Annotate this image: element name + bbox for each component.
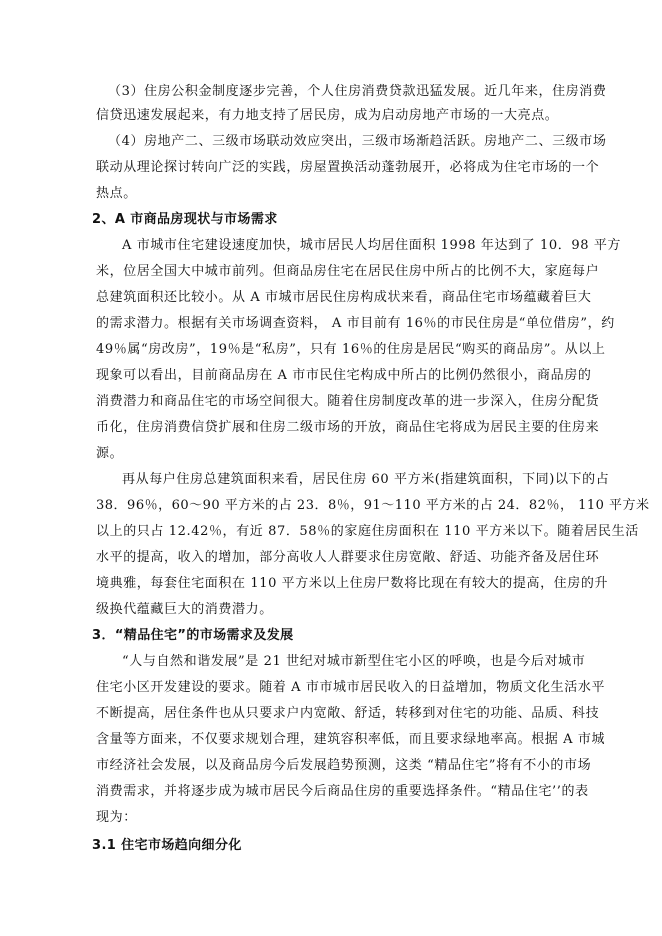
text-line: 米，位居全国大中城市前列。但商品房住宅在居民住房中所占的比例不大，家庭每户 [96, 264, 600, 279]
text-line: 源。 [96, 446, 124, 461]
text-line: 49％属“房改房”，19％是“私房”，只有 16％的住房是居民“购买的商品房”。从以上 [96, 342, 606, 357]
text-line: 联动从理论探讨转向广泛的实践，房屋置换活动蓬勃展开，必将成为住宅市场的一个 [96, 160, 600, 175]
text-line: 水平的提高，收入的增加，部分高收人人群要求住房宽敞、舒适、功能齐备及居住环 [96, 550, 600, 565]
text-line: 住宅小区开发建设的要求。随着 A 市市城市居民收入的日益增加，物质文化生活水平 [96, 680, 606, 695]
text-line: 再从每户住房总建筑面积来看，居民住房 60 平方米(指建筑面积，下同)以下的占 [122, 472, 610, 487]
text-line: （4）房地产二、三级市场联动效应突出，三级市场渐趋活跃。房地产二、三级市场 [108, 134, 607, 149]
text-line: 含量等方面来，不仅要求规划合理，建筑容积率低，而且要求绿地率高。根据 A 市城 [96, 732, 606, 747]
text-line: 信贷迅速发展起来，有力地支持了居民房，成为启动房地产市场的一大亮点。 [96, 108, 559, 123]
text-line: 以上的只占 12.42％，有近 87．58％的家庭住房面积在 110 平方米以下。随着居民生活 [96, 524, 639, 539]
text-line: 消费需求，并将逐步成为城市居民今后商品住房的重要选择条件。“精品住宅’’的表 [96, 784, 589, 799]
text-line: 现象可以看出，目前商品房在 A 市市民住宅构成中所占的比例仍然很小，商品房的 [96, 368, 592, 383]
text-line: 消费潜力和商品住宅的市场空间很大。随着住房制度改革的进一步深入，住房分配货 [96, 394, 600, 409]
subsection-heading: 3.1 住宅市场趋向细分化 [92, 838, 242, 853]
text-line: 级换代蕴藏巨大的消费潜力。 [96, 602, 273, 617]
text-line: 的需求潜力。根据有关市场调查资料， A 市目前有 16％的市民住房是“单位借房”，约 [96, 316, 615, 331]
text-line: “人与自然和谐发展”是 21 世纪对城市新型住宅小区的呼唤，也是今后对城市 [122, 654, 586, 669]
section-heading: 3．“精品住宅”的市场需求及发展 [92, 628, 294, 643]
text-line: 市经济社会发展，以及商品房今后发展趋势预测，这类 “精品住宅”将有不小的市场 [96, 758, 592, 773]
text-line: 热点。 [96, 186, 137, 201]
section-heading: 2、A 市商品房现状与市场需求 [92, 212, 278, 227]
text-line: 现为： [96, 810, 137, 825]
text-line: 总建筑面积还比较小。从 A 市城市居民住房构成状来看，商品住宅市场蕴藏着巨大 [96, 290, 592, 305]
text-line: 不断提高，居住条件也从只要求户内宽敞、舒适，转移到对住宅的功能、品质、科技 [96, 706, 600, 721]
text-line: 38．96％，60～90 平方米的占 23．8％，91～110 平方米的占 24．82％， 110 平方米 [96, 498, 650, 513]
text-line: （3）住房公积金制度逐步完善，个人住房消费贷款迅猛发展。近几年来，住房消费 [108, 84, 607, 99]
text-line: 币化，住房消费信贷扩展和住房二级市场的开放，商品住宅将成为居民主要的住房来 [96, 420, 600, 435]
text-line: 境典雅，每套住宅面积在 110 平方米以上住房尸数将比现在有较大的提高，住房的升 [96, 576, 609, 591]
text-line: A 市城市住宅建设速度加快，城市居民人均居住面积 1998 年达到了 10．98 平方 [122, 238, 622, 253]
